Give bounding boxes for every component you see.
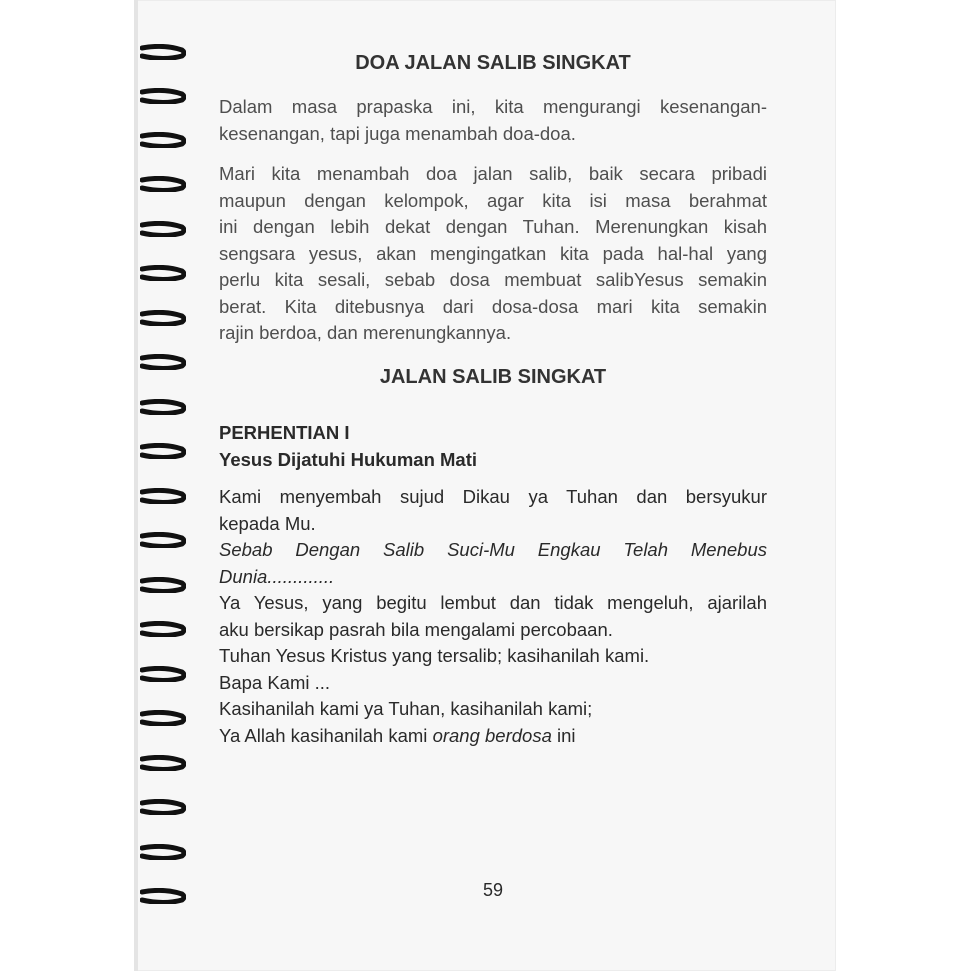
text-line: sengsara yesus, akan mengingatkan kita pada hal-hal yang (219, 242, 767, 264)
spiral-ring (140, 577, 186, 593)
page-edge (134, 0, 138, 971)
prayer-line: Ya Yesus, yang begitu lembut dan tidak mengeluh, ajarilah (219, 592, 767, 613)
section-heading: JALAN SALIB SINGKAT (379, 366, 607, 388)
prayer-line: Kami menyembah sujud Dikau ya Tuhan dan bersyukur (219, 486, 767, 507)
text-line: Dalam masa prapaska ini, kita mengurangi kesenangan- (219, 96, 767, 117)
spiral-ring (140, 710, 186, 726)
spiral-ring (140, 265, 186, 281)
station-prayer (219, 484, 767, 749)
station-title: Yesus Dijatuhi Hukuman Mati (219, 449, 478, 470)
spiral-ring (140, 621, 186, 637)
spiral-ring (140, 755, 186, 771)
page-heading: DOA JALAN SALIB SINGKAT (355, 52, 631, 74)
prayer-text: Ya Allah kasihanilah kami (219, 724, 433, 746)
prayer-line: Tuhan Yesus Kristus yang tersalib; kasihanilah kami. (219, 645, 650, 666)
prayer-line: Bapa Kami ... (219, 671, 331, 693)
spiral-ring (140, 176, 186, 192)
spiral-ring (140, 88, 186, 104)
prayer-line: kepada Mu. (219, 512, 316, 534)
text-line: maupun dengan kelompok, agar kita isi masa berahmat (219, 189, 767, 211)
prayer-line-italic: Dunia............. (219, 565, 335, 587)
text-line: kesenangan, tapi juga menambah doa-doa. (219, 122, 576, 144)
prayer-line: aku bersikap pasrah bila mengalami percobaan. (219, 618, 613, 640)
prayer-line (219, 723, 767, 750)
prayer-line: Kasihanilah kami ya Tuhan, kasihanilah kami; (219, 698, 593, 719)
spiral-ring (140, 888, 186, 904)
page-number: 59 (482, 880, 504, 900)
spiral-ring (140, 354, 186, 370)
station-number: PERHENTIAN I (219, 422, 350, 443)
prayer-text: ini (551, 724, 576, 746)
text-line: berat. Kita ditebusnya dari dosa-dosa mari kita semakin (219, 295, 767, 317)
spiral-ring (140, 532, 186, 548)
intro-paragraph-1 (219, 94, 767, 147)
prayer-text-italic: orang berdosa (432, 724, 552, 746)
spiral-ring (140, 666, 186, 682)
spiral-ring (140, 488, 186, 504)
text-line: rajin berdoa, dan merenungkannya. (219, 322, 512, 343)
spiral-ring (140, 844, 186, 860)
text-line: Mari kita menambah doa jalan salib, baik secara pribadi (219, 163, 767, 184)
spiral-ring (140, 221, 186, 237)
spiral-ring (140, 132, 186, 148)
spiral-ring (140, 799, 186, 815)
prayer-line-italic: Sebab Dengan Salib Suci-Mu Engkau Telah Menebus (219, 539, 767, 560)
text-line: perlu kita sesali, sebab dosa membuat salibYesus semakin (219, 269, 767, 290)
text-line: ini dengan lebih dekat dengan Tuhan. Merenungkan kisah (219, 216, 767, 237)
intro-paragraph-2 (219, 161, 767, 347)
spiral-ring (140, 44, 186, 60)
spiral-ring (140, 310, 186, 326)
spiral-ring (140, 399, 186, 415)
spiral-ring (140, 443, 186, 459)
